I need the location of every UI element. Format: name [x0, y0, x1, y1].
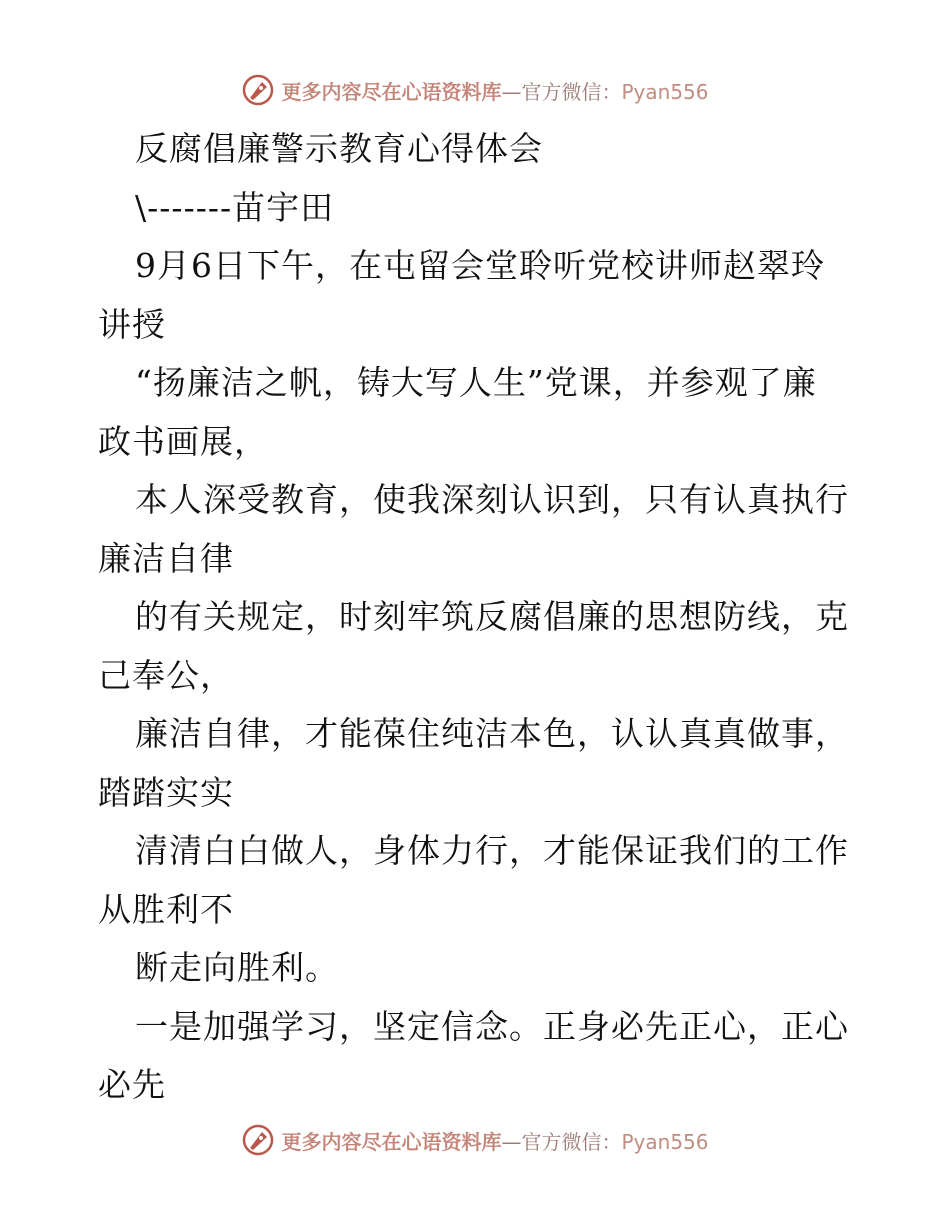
- paragraph-line: 踏踏实实: [98, 772, 234, 812]
- paragraph-line: 己奉公，: [98, 655, 234, 695]
- paragraph-line: 9月6日下午，在屯留会堂聆听党校讲师赵翠玲: [135, 246, 825, 285]
- paragraph-line: 从胜利不: [98, 889, 234, 929]
- paragraph-line: 一是加强学习，坚定信念。正身必先正心，正心: [135, 1006, 849, 1046]
- paragraph-line: 讲授: [98, 304, 166, 344]
- paragraph-line: 清清白白做人，身体力行，才能保证我们的工作: [135, 831, 849, 870]
- watermark-text: 更多内容尽在心语资料库—官方微信：Pyan556: [281, 1129, 709, 1154]
- watermark-banner-bottom: [0, 1120, 950, 1160]
- paragraph-line: 本人深受教育，使我深刻认识到，只有认真执行: [135, 480, 849, 519]
- document-title: 反腐倡廉警示教育心得体会: [135, 129, 543, 168]
- paragraph-line: 必先: [98, 1065, 166, 1104]
- watermark-banner-top: [0, 70, 950, 110]
- pen-nib-logo-icon: [241, 1123, 275, 1157]
- pen-nib-logo-icon: [241, 73, 275, 107]
- paragraph-line: 政书画展，: [98, 421, 268, 461]
- watermark-text: 更多内容尽在心语资料库—官方微信：Pyan556: [281, 79, 709, 104]
- author-line: \-------苗宇田: [135, 187, 335, 227]
- paragraph-line: “扬廉洁之帆，铸大写人生”党课，并参观了廉: [135, 363, 817, 402]
- paragraph-line: 的有关规定，时刻牢筑反腐倡廉的思想防线，克: [135, 597, 849, 636]
- document-body: [98, 120, 858, 1115]
- paragraph-line: 断走向胜利。: [135, 948, 339, 987]
- paragraph-line: 廉洁自律: [98, 538, 234, 578]
- paragraph-line: 廉洁自律，才能葆住纯洁本色，认认真真做事，: [135, 714, 849, 753]
